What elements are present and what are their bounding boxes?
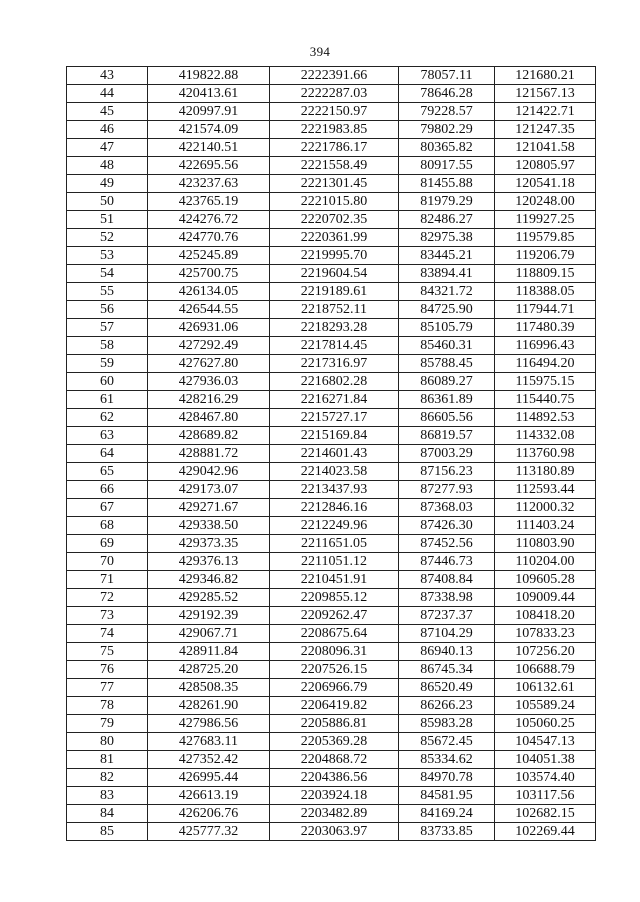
value-cell-1: 429338.50 — [148, 517, 270, 535]
table-row — [67, 715, 596, 733]
table-row — [67, 805, 596, 823]
point-number-cell: 78 — [67, 697, 148, 715]
point-number-cell: 46 — [67, 121, 148, 139]
value-cell-4: 102269.44 — [495, 823, 596, 841]
page-number: 394 — [309, 44, 331, 59]
point-number-cell: 56 — [67, 301, 148, 319]
table-row — [67, 463, 596, 481]
value-cell-2: 2216802.28 — [270, 373, 399, 391]
value-cell-3: 84970.78 — [399, 769, 495, 787]
value-cell-1: 428881.72 — [148, 445, 270, 463]
value-cell-3: 87408.84 — [399, 571, 495, 589]
value-cell-4: 108418.20 — [495, 607, 596, 625]
table-row — [67, 103, 596, 121]
point-number-cell: 58 — [67, 337, 148, 355]
value-cell-4: 105060.25 — [495, 715, 596, 733]
value-cell-2: 2208675.64 — [270, 625, 399, 643]
value-cell-2: 2219995.70 — [270, 247, 399, 265]
value-cell-3: 84725.90 — [399, 301, 495, 319]
value-cell-1: 426544.55 — [148, 301, 270, 319]
value-cell-4: 110803.90 — [495, 535, 596, 553]
value-cell-1: 429042.96 — [148, 463, 270, 481]
value-cell-1: 426134.05 — [148, 283, 270, 301]
value-cell-4: 121247.35 — [495, 121, 596, 139]
value-cell-3: 86361.89 — [399, 391, 495, 409]
value-cell-1: 427627.80 — [148, 355, 270, 373]
value-cell-2: 2214601.43 — [270, 445, 399, 463]
value-cell-4: 121422.71 — [495, 103, 596, 121]
point-number-cell: 44 — [67, 85, 148, 103]
value-cell-2: 2221301.45 — [270, 175, 399, 193]
point-number-cell: 47 — [67, 139, 148, 157]
value-cell-3: 87426.30 — [399, 517, 495, 535]
value-cell-1: 428216.29 — [148, 391, 270, 409]
table-row — [67, 139, 596, 157]
value-cell-4: 109605.28 — [495, 571, 596, 589]
value-cell-2: 2219604.54 — [270, 265, 399, 283]
point-number-cell: 63 — [67, 427, 148, 445]
value-cell-3: 87156.23 — [399, 463, 495, 481]
point-number-cell: 79 — [67, 715, 148, 733]
value-cell-1: 429192.39 — [148, 607, 270, 625]
point-number-cell: 65 — [67, 463, 148, 481]
point-number-cell: 84 — [67, 805, 148, 823]
value-cell-1: 429173.07 — [148, 481, 270, 499]
value-cell-4: 111403.24 — [495, 517, 596, 535]
value-cell-3: 78057.11 — [399, 67, 495, 85]
table-row — [67, 445, 596, 463]
point-number-cell: 76 — [67, 661, 148, 679]
value-cell-3: 78646.28 — [399, 85, 495, 103]
table-row — [67, 679, 596, 697]
value-cell-1: 428725.20 — [148, 661, 270, 679]
value-cell-1: 425777.32 — [148, 823, 270, 841]
point-number-cell: 83 — [67, 787, 148, 805]
value-cell-2: 2216271.84 — [270, 391, 399, 409]
value-cell-1: 427936.03 — [148, 373, 270, 391]
value-cell-4: 115440.75 — [495, 391, 596, 409]
value-cell-4: 103574.40 — [495, 769, 596, 787]
table-row — [67, 265, 596, 283]
value-cell-3: 84169.24 — [399, 805, 495, 823]
value-cell-4: 115975.15 — [495, 373, 596, 391]
value-cell-2: 2211051.12 — [270, 553, 399, 571]
table-row — [67, 85, 596, 103]
value-cell-4: 118388.05 — [495, 283, 596, 301]
value-cell-1: 419822.88 — [148, 67, 270, 85]
value-cell-4: 112000.32 — [495, 499, 596, 517]
value-cell-1: 428911.84 — [148, 643, 270, 661]
value-cell-1: 428689.82 — [148, 427, 270, 445]
point-number-cell: 73 — [67, 607, 148, 625]
table-row — [67, 697, 596, 715]
value-cell-1: 420413.61 — [148, 85, 270, 103]
value-cell-4: 105589.24 — [495, 697, 596, 715]
point-number-cell: 80 — [67, 733, 148, 751]
value-cell-4: 119927.25 — [495, 211, 596, 229]
table-row — [67, 499, 596, 517]
value-cell-3: 87104.29 — [399, 625, 495, 643]
table-row — [67, 643, 596, 661]
value-cell-4: 114892.53 — [495, 409, 596, 427]
value-cell-4: 112593.44 — [495, 481, 596, 499]
value-cell-4: 120541.18 — [495, 175, 596, 193]
value-cell-3: 86520.49 — [399, 679, 495, 697]
value-cell-2: 2215727.17 — [270, 409, 399, 427]
value-cell-3: 85334.62 — [399, 751, 495, 769]
value-cell-1: 420997.91 — [148, 103, 270, 121]
point-number-cell: 52 — [67, 229, 148, 247]
value-cell-3: 85672.45 — [399, 733, 495, 751]
table-row — [67, 823, 596, 841]
value-cell-4: 102682.15 — [495, 805, 596, 823]
table-row — [67, 607, 596, 625]
value-cell-1: 426206.76 — [148, 805, 270, 823]
point-number-cell: 50 — [67, 193, 148, 211]
point-number-cell: 72 — [67, 589, 148, 607]
value-cell-2: 2219189.61 — [270, 283, 399, 301]
table-row — [67, 337, 596, 355]
value-cell-4: 106132.61 — [495, 679, 596, 697]
point-number-cell: 69 — [67, 535, 148, 553]
value-cell-4: 117944.71 — [495, 301, 596, 319]
value-cell-3: 79802.29 — [399, 121, 495, 139]
point-number-cell: 67 — [67, 499, 148, 517]
table-row — [67, 157, 596, 175]
value-cell-4: 119579.85 — [495, 229, 596, 247]
table-row — [67, 751, 596, 769]
table-row — [67, 661, 596, 679]
value-cell-2: 2217814.45 — [270, 337, 399, 355]
value-cell-2: 2203482.89 — [270, 805, 399, 823]
table-row — [67, 175, 596, 193]
value-cell-2: 2208096.31 — [270, 643, 399, 661]
value-cell-3: 86745.34 — [399, 661, 495, 679]
table-row — [67, 121, 596, 139]
value-cell-4: 120248.00 — [495, 193, 596, 211]
value-cell-2: 2205369.28 — [270, 733, 399, 751]
value-cell-2: 2222287.03 — [270, 85, 399, 103]
value-cell-4: 113760.98 — [495, 445, 596, 463]
table-row — [67, 247, 596, 265]
table-row — [67, 283, 596, 301]
value-cell-4: 119206.79 — [495, 247, 596, 265]
point-number-cell: 77 — [67, 679, 148, 697]
table-row — [67, 229, 596, 247]
value-cell-2: 2209262.47 — [270, 607, 399, 625]
value-cell-2: 2204386.56 — [270, 769, 399, 787]
value-cell-1: 429285.52 — [148, 589, 270, 607]
point-number-cell: 71 — [67, 571, 148, 589]
value-cell-1: 427352.42 — [148, 751, 270, 769]
value-cell-4: 121680.21 — [495, 67, 596, 85]
value-cell-3: 86605.56 — [399, 409, 495, 427]
point-number-cell: 82 — [67, 769, 148, 787]
value-cell-2: 2209855.12 — [270, 589, 399, 607]
value-cell-4: 121567.13 — [495, 85, 596, 103]
point-number-cell: 60 — [67, 373, 148, 391]
value-cell-3: 80365.82 — [399, 139, 495, 157]
value-cell-3: 87277.93 — [399, 481, 495, 499]
value-cell-3: 87452.56 — [399, 535, 495, 553]
value-cell-3: 86819.57 — [399, 427, 495, 445]
value-cell-1: 428467.80 — [148, 409, 270, 427]
value-cell-1: 426931.06 — [148, 319, 270, 337]
value-cell-1: 428508.35 — [148, 679, 270, 697]
value-cell-1: 421574.09 — [148, 121, 270, 139]
value-cell-1: 427986.56 — [148, 715, 270, 733]
value-cell-4: 113180.89 — [495, 463, 596, 481]
value-cell-2: 2207526.15 — [270, 661, 399, 679]
value-cell-3: 87237.37 — [399, 607, 495, 625]
table-row — [67, 301, 596, 319]
table-row — [67, 481, 596, 499]
value-cell-1: 429373.35 — [148, 535, 270, 553]
value-cell-1: 424770.76 — [148, 229, 270, 247]
value-cell-4: 120805.97 — [495, 157, 596, 175]
table-row — [67, 787, 596, 805]
value-cell-4: 118809.15 — [495, 265, 596, 283]
value-cell-3: 83445.21 — [399, 247, 495, 265]
point-number-cell: 64 — [67, 445, 148, 463]
value-cell-3: 86089.27 — [399, 373, 495, 391]
value-cell-4: 107256.20 — [495, 643, 596, 661]
coordinates-table — [66, 66, 596, 841]
value-cell-2: 2212249.96 — [270, 517, 399, 535]
point-number-cell: 48 — [67, 157, 148, 175]
point-number-cell: 66 — [67, 481, 148, 499]
value-cell-2: 2220702.35 — [270, 211, 399, 229]
table-row — [67, 409, 596, 427]
value-cell-3: 87003.29 — [399, 445, 495, 463]
value-cell-3: 81455.88 — [399, 175, 495, 193]
table-row — [67, 517, 596, 535]
point-number-cell: 61 — [67, 391, 148, 409]
table-row — [67, 391, 596, 409]
value-cell-1: 422140.51 — [148, 139, 270, 157]
point-number-cell: 68 — [67, 517, 148, 535]
value-cell-1: 429346.82 — [148, 571, 270, 589]
point-number-cell: 74 — [67, 625, 148, 643]
value-cell-3: 84321.72 — [399, 283, 495, 301]
point-number-cell: 85 — [67, 823, 148, 841]
value-cell-2: 2220361.99 — [270, 229, 399, 247]
value-cell-1: 423237.63 — [148, 175, 270, 193]
value-cell-2: 2222150.97 — [270, 103, 399, 121]
point-number-cell: 55 — [67, 283, 148, 301]
value-cell-2: 2211651.05 — [270, 535, 399, 553]
value-cell-2: 2218293.28 — [270, 319, 399, 337]
value-cell-2: 2212846.16 — [270, 499, 399, 517]
value-cell-3: 86940.13 — [399, 643, 495, 661]
value-cell-3: 80917.55 — [399, 157, 495, 175]
point-number-cell: 75 — [67, 643, 148, 661]
value-cell-1: 423765.19 — [148, 193, 270, 211]
value-cell-1: 427292.49 — [148, 337, 270, 355]
table-row — [67, 553, 596, 571]
value-cell-4: 103117.56 — [495, 787, 596, 805]
value-cell-3: 82975.38 — [399, 229, 495, 247]
value-cell-4: 104547.13 — [495, 733, 596, 751]
value-cell-2: 2215169.84 — [270, 427, 399, 445]
point-number-cell: 53 — [67, 247, 148, 265]
value-cell-1: 425700.75 — [148, 265, 270, 283]
value-cell-4: 116494.20 — [495, 355, 596, 373]
value-cell-4: 104051.38 — [495, 751, 596, 769]
value-cell-2: 2221558.49 — [270, 157, 399, 175]
point-number-cell: 51 — [67, 211, 148, 229]
value-cell-2: 2210451.91 — [270, 571, 399, 589]
point-number-cell: 45 — [67, 103, 148, 121]
point-number-cell: 62 — [67, 409, 148, 427]
value-cell-4: 110204.00 — [495, 553, 596, 571]
value-cell-1: 429067.71 — [148, 625, 270, 643]
value-cell-2: 2222391.66 — [270, 67, 399, 85]
value-cell-2: 2217316.97 — [270, 355, 399, 373]
table-row — [67, 571, 596, 589]
value-cell-2: 2205886.81 — [270, 715, 399, 733]
point-number-cell: 70 — [67, 553, 148, 571]
value-cell-1: 424276.72 — [148, 211, 270, 229]
value-cell-4: 116996.43 — [495, 337, 596, 355]
value-cell-4: 109009.44 — [495, 589, 596, 607]
value-cell-2: 2206419.82 — [270, 697, 399, 715]
table-row — [67, 733, 596, 751]
table-row — [67, 355, 596, 373]
value-cell-1: 428261.90 — [148, 697, 270, 715]
value-cell-2: 2206966.79 — [270, 679, 399, 697]
value-cell-2: 2218752.11 — [270, 301, 399, 319]
value-cell-3: 83894.41 — [399, 265, 495, 283]
value-cell-1: 426995.44 — [148, 769, 270, 787]
value-cell-2: 2204868.72 — [270, 751, 399, 769]
value-cell-1: 429376.13 — [148, 553, 270, 571]
value-cell-3: 85460.31 — [399, 337, 495, 355]
value-cell-1: 426613.19 — [148, 787, 270, 805]
point-number-cell: 43 — [67, 67, 148, 85]
value-cell-2: 2213437.93 — [270, 481, 399, 499]
point-number-cell: 81 — [67, 751, 148, 769]
value-cell-3: 85788.45 — [399, 355, 495, 373]
table-row — [67, 319, 596, 337]
value-cell-3: 81979.29 — [399, 193, 495, 211]
value-cell-3: 85983.28 — [399, 715, 495, 733]
table-row — [67, 193, 596, 211]
table-row — [67, 589, 596, 607]
value-cell-4: 106688.79 — [495, 661, 596, 679]
value-cell-1: 425245.89 — [148, 247, 270, 265]
table-row — [67, 769, 596, 787]
value-cell-1: 422695.56 — [148, 157, 270, 175]
table-row — [67, 427, 596, 445]
table-row — [67, 373, 596, 391]
point-number-cell: 57 — [67, 319, 148, 337]
value-cell-2: 2221786.17 — [270, 139, 399, 157]
point-number-cell: 54 — [67, 265, 148, 283]
value-cell-2: 2221015.80 — [270, 193, 399, 211]
value-cell-4: 114332.08 — [495, 427, 596, 445]
value-cell-3: 85105.79 — [399, 319, 495, 337]
value-cell-4: 117480.39 — [495, 319, 596, 337]
table-row — [67, 211, 596, 229]
value-cell-2: 2203063.97 — [270, 823, 399, 841]
value-cell-3: 82486.27 — [399, 211, 495, 229]
table-row — [67, 625, 596, 643]
value-cell-3: 84581.95 — [399, 787, 495, 805]
value-cell-3: 83733.85 — [399, 823, 495, 841]
value-cell-4: 107833.23 — [495, 625, 596, 643]
value-cell-1: 427683.11 — [148, 733, 270, 751]
point-number-cell: 49 — [67, 175, 148, 193]
value-cell-3: 87446.73 — [399, 553, 495, 571]
value-cell-4: 121041.58 — [495, 139, 596, 157]
value-cell-3: 87338.98 — [399, 589, 495, 607]
table-body — [67, 67, 596, 841]
value-cell-1: 429271.67 — [148, 499, 270, 517]
value-cell-2: 2221983.85 — [270, 121, 399, 139]
value-cell-2: 2203924.18 — [270, 787, 399, 805]
value-cell-3: 86266.23 — [399, 697, 495, 715]
point-number-cell: 59 — [67, 355, 148, 373]
value-cell-3: 79228.57 — [399, 103, 495, 121]
table-row — [67, 535, 596, 553]
value-cell-3: 87368.03 — [399, 499, 495, 517]
value-cell-2: 2214023.58 — [270, 463, 399, 481]
table-row — [67, 67, 596, 85]
